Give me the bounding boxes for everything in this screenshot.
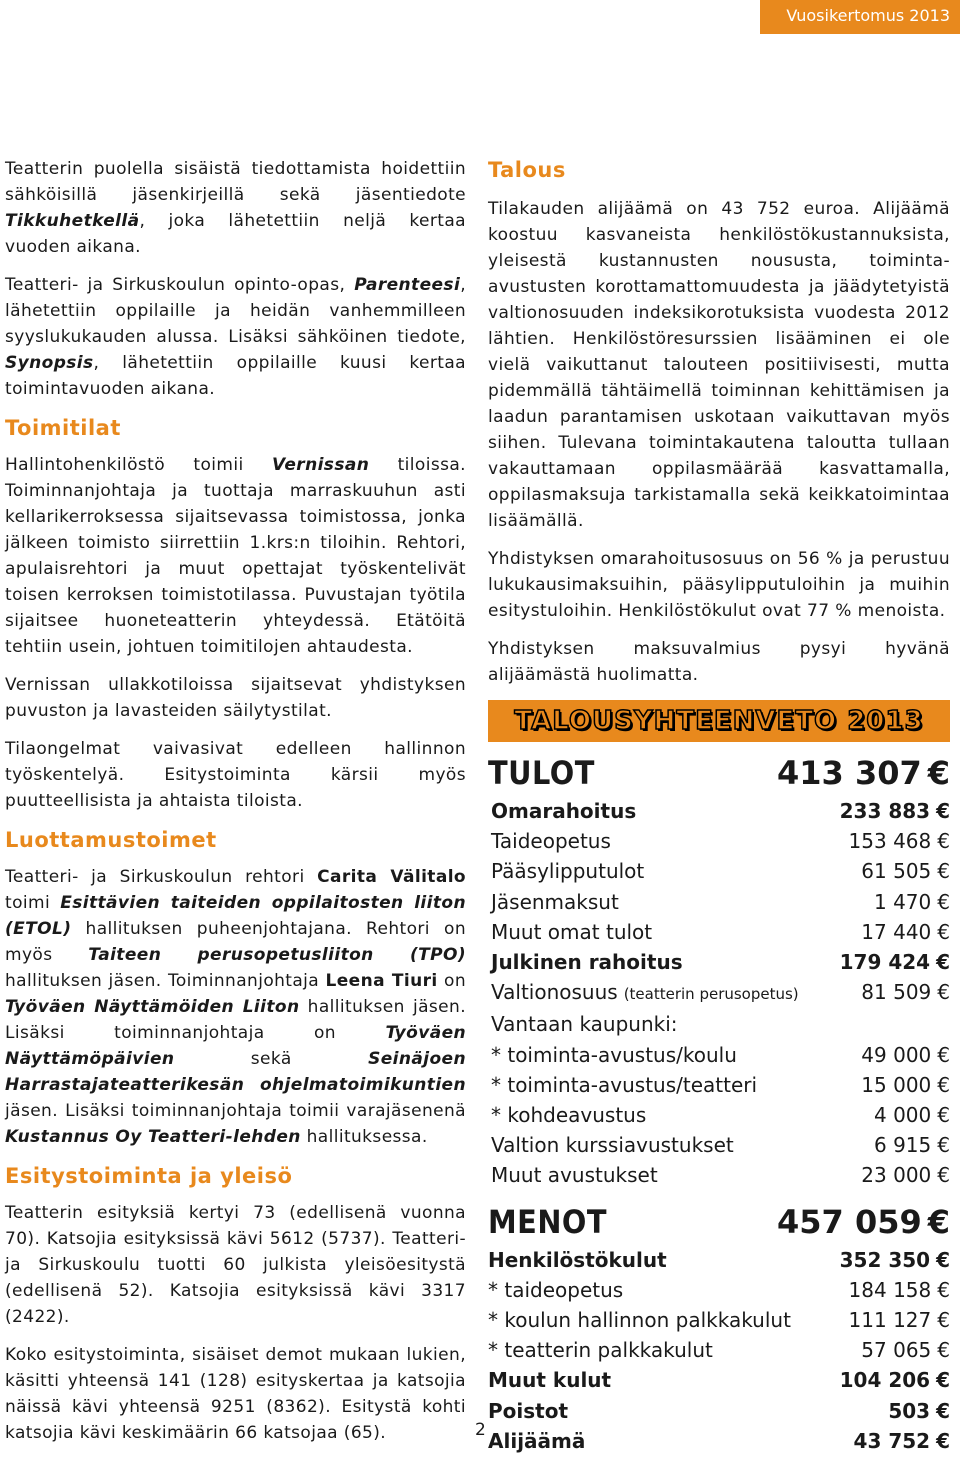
euro-sign: € (937, 1277, 950, 1302)
summary-row (488, 856, 950, 886)
euro-sign: € (937, 889, 950, 914)
text: hallituksen jäsen. Lisäksi toiminnanjohtaja on (5, 997, 467, 1043)
organisation-name: Esittävien taiteiden oppilaitosten liiton (ETOL) (5, 893, 466, 939)
summary-row-label (488, 1305, 791, 1335)
summary-row-amount (874, 887, 950, 917)
text: , lähetettiin oppilaille ja heidän vanhemmilleen syyslukukauden alussa. Lisäksi sähköinen tiedote, (5, 275, 466, 347)
euro-sign: € (936, 1247, 950, 1272)
row-amount-text: 233 883 (839, 799, 931, 823)
row-label-text: * toiminta-avustus/teatteri (491, 1072, 758, 1097)
summary-title: TALOUSYHTEENVETO 2013 (514, 706, 924, 736)
row-amount-text: 81 509 (861, 980, 932, 1005)
income-list (488, 796, 950, 1191)
summary-row-amount (861, 1040, 950, 1070)
summary-row (488, 1130, 950, 1160)
summary-row-amount (874, 1130, 950, 1160)
heading-toimitilat: Toimitilat (5, 416, 121, 440)
text: Teatteri- ja Sirkuskoulun opinto-opas, (5, 275, 355, 295)
text: toimi (5, 893, 61, 913)
running-header (760, 0, 960, 34)
paragraph-koko-esitystoiminta: Koko esitystoiminta, sisäiset demot mukaan lukien, käsitti yhteensä 141 (128) esityskertaa ja katsojia näissä kävi yhteensä 9251 (8362). Esitystä kohti katsojia kävi keskimäärin 66 katsojaa (65). (5, 1345, 466, 1443)
summary-row (488, 1305, 950, 1335)
paragraph-tilaongelmat: Tilaongelmat vaivasivat edelleen hallinnon työskentelyä. Esitystoiminta kärsii myös puutteellisista ja ahtaista tiloista. (5, 739, 466, 811)
place-name: Vernissan (272, 455, 370, 475)
income-total-row (488, 752, 950, 794)
summary-row-label (491, 856, 644, 886)
euro-sign: € (937, 1042, 950, 1067)
summary-row-label (491, 1130, 734, 1160)
row-label-text: Alijäämä (488, 1428, 586, 1453)
row-amount-text: 61 505 (861, 859, 932, 884)
paragraph-maksuvalmius: Yhdistyksen maksuvalmius pysyi hyvänä alijäämästä huolimatta. (488, 639, 950, 685)
row-amount-text: 17 440 (861, 919, 932, 944)
text: , lähetettiin oppilaille kuusi kertaa toimintavuoden aikana. (5, 353, 466, 399)
row-label-text: Valtion kurssiavustukset (491, 1133, 734, 1158)
summary-row-amount (849, 1305, 950, 1335)
summary-row (488, 796, 950, 826)
paragraph-omarahoitus: Yhdistyksen omarahoitusosuus on 56 % ja perustuu lukukausimaksuihin, pääsylipputuloihin ja muihin esitystuloihin. Henkilöstökulut ovat 77 % menoista. (488, 549, 950, 621)
summary-row-label (488, 1365, 611, 1395)
summary-title-banner (488, 700, 950, 742)
summary-row (488, 1070, 950, 1100)
paragraph-ullakko: Vernissan ullakkotiloissa sijaitsevat yhdistyksen puvuston ja lavasteiden säilytystilat. (5, 675, 466, 721)
text: hallituksessa. (300, 1127, 428, 1147)
summary-row (488, 826, 950, 856)
summary-row (488, 917, 950, 947)
euro-sign: € (937, 1308, 950, 1333)
euro-sign: € (936, 950, 950, 975)
summary-row (488, 947, 950, 977)
paragraph-alijaama: Tilakauden alijäämä on 43 752 euroa. Alijäämä koostuu kasvaneista henkilöstökustannuksista, yleisestä kustannusten noususta, toiminta-avustusten korottamattomuudesta ja jäädytetyistä valtionosuuden indeksikorotuksista vuodesta 2012 lähtien. Henkilöstöresurssien lisääminen ei ole vielä vaikuttanut talouteen positiivisesti, mutta pidemmällä tähtäimellä toiminnan kehittämisen ja laadun parantamisen uskotaan vaikuttavan myös siihen. Tulevana toimintakautena taloutta tullaan vakauttamaan oppilasmäärää kasvattamalla, oppilasmaksuja tarkistamalla sekä keikkatoimintaa lisäämällä. (488, 199, 950, 531)
summary-row-label (491, 1100, 646, 1130)
summary-row-label (491, 887, 619, 917)
row-amount-text: 111 127 (848, 1308, 932, 1333)
summary-row-amount (849, 1275, 950, 1305)
row-label-text: Omarahoitus (491, 799, 637, 823)
paragraph-toimitilat (5, 452, 466, 660)
heading-luottamustoimet: Luottamustoimet (5, 828, 217, 852)
page-number: 2 (475, 1420, 486, 1440)
euro-sign: € (936, 1398, 950, 1423)
summary-row (488, 1335, 950, 1365)
text: jäsen. Lisäksi toiminnanjohtaja toimii varajäsenenä (5, 1101, 466, 1121)
euro-sign: € (927, 1202, 950, 1241)
euro-sign: € (937, 829, 950, 854)
publication-name: Parenteesi (354, 275, 461, 295)
paragraph-luottamustoimet (5, 864, 466, 1150)
summary-row-label (488, 1275, 623, 1305)
row-label-text: * koulun hallinnon palkkakulut (488, 1308, 791, 1333)
summary-row-label (488, 1245, 667, 1275)
summary-row-label (491, 826, 611, 856)
income-total (777, 752, 950, 794)
text: Teatterin puolella sisäistä tiedottamista hoidettiin sähköisillä jäsenkirjeillä sekä jäsentiedote (5, 159, 466, 205)
row-label-text: Muut avustukset (491, 1163, 658, 1188)
summary-row-amount (888, 1396, 950, 1426)
row-label-text: Pääsylipputulot (491, 859, 645, 884)
text: hallituksen puheenjohtajana. Rehtori on myös (5, 919, 466, 965)
row-label-text: Muut omat tulot (491, 919, 653, 944)
row-amount-text: 15 000 (861, 1072, 932, 1097)
euro-sign: € (936, 1428, 950, 1453)
text: sekä (174, 1049, 369, 1069)
euro-sign: € (937, 859, 950, 884)
expenses-amount: 457 059 (777, 1202, 922, 1241)
summary-row (488, 1245, 950, 1275)
person-name: Leena Tiuri (325, 971, 438, 991)
summary-row-label (491, 796, 636, 826)
row-label-text: Henkilöstökulut (488, 1247, 667, 1272)
row-amount-text: 4 000 (874, 1103, 932, 1128)
summary-row-amount (840, 1365, 950, 1395)
row-label-text: * teatterin palkkakulut (488, 1338, 713, 1363)
row-note: (teatterin perusopetus) (623, 985, 799, 1004)
row-label-text: Poistot (488, 1398, 569, 1423)
summary-row-label (491, 947, 683, 977)
paragraph-tiedottaminen (5, 156, 466, 260)
row-amount-text: 6 915 (874, 1133, 932, 1158)
summary-row (488, 1365, 950, 1395)
text: hallituksen jäsen. Toiminnanjohtaja (5, 971, 326, 991)
summary-row-amount (840, 796, 950, 826)
summary-row (488, 1160, 950, 1190)
euro-sign: € (927, 754, 950, 792)
summary-row-amount (840, 1245, 950, 1275)
row-amount-text: 184 158 (848, 1277, 932, 1302)
euro-sign: € (937, 1338, 950, 1363)
row-amount-text: 43 752 (853, 1428, 931, 1453)
summary-row-amount (861, 917, 950, 947)
row-label-text: * taideopetus (488, 1277, 624, 1302)
text: tiloissa. Toiminnanjohtaja ja tuottaja marraskuuhun asti kellarikerroksessa sijaitsevassa toimistossa, jonka jälkeen toimisto siirrettiin 1.krs:n tiloihin. Rehtori, apulaisrehtori ja muut opettajat työskentelivät toisen kerroksen toimistotilassa. Puvustajan työtila sijaitsee huoneteatterin yhteydessä. Etätöitä tehtiin usein, johtuen toimitilojen ahtaudesta. (5, 455, 466, 657)
summary-row (488, 1396, 950, 1426)
row-amount-text: 503 (888, 1398, 931, 1423)
summary-row-amount (861, 856, 950, 886)
income-label: TULOT (488, 754, 595, 792)
row-label-text: Taideopetus (491, 829, 611, 854)
text: Teatteri- ja Sirkuskoulun rehtori (5, 867, 318, 887)
row-amount-text: 352 350 (839, 1247, 931, 1272)
summary-row-label (488, 1335, 713, 1365)
summary-row-label (491, 1009, 678, 1039)
left-column (5, 156, 466, 1458)
summary-row-label (488, 1396, 568, 1426)
euro-sign: € (936, 799, 950, 823)
summary-row-amount (874, 1100, 950, 1130)
row-label-text: Jäsenmaksut (491, 889, 619, 914)
summary-row (488, 1040, 950, 1070)
organisation-name: Työväen Näyttämöpäivien (5, 1023, 466, 1069)
summary-row (488, 1426, 950, 1456)
summary-row-amount (861, 1070, 950, 1100)
organisation-name: Seinäjoen Harrastajateatterikesän ohjelmatoimikuntien (5, 1049, 466, 1095)
organisation-name: Taiteen perusopetusliiton (TPO) (88, 945, 466, 965)
euro-sign: € (937, 919, 950, 944)
euro-sign: € (937, 1103, 950, 1128)
heading-talous: Talous (488, 158, 566, 182)
expenses-total (777, 1201, 950, 1243)
publication-name: Tikkuhetkellä (5, 211, 140, 231)
row-label-text: Muut kulut (488, 1368, 612, 1393)
publication-name: Synopsis (5, 353, 94, 373)
summary-row-label (491, 1160, 658, 1190)
row-amount-text: 23 000 (861, 1163, 932, 1188)
summary-row (488, 977, 950, 1009)
running-title: Vuosikertomus 2013 (786, 6, 950, 25)
summary-row (488, 1275, 950, 1305)
row-label-text: Julkinen rahoitus (491, 950, 683, 975)
summary-row-amount (861, 1160, 950, 1190)
expenses-label: MENOT (488, 1202, 608, 1241)
right-column (488, 156, 950, 1456)
summary-row (488, 887, 950, 917)
row-label-text: Vantaan kaupunki: (491, 1012, 678, 1037)
row-label-text: Valtionosuus (491, 980, 618, 1005)
text: on (437, 971, 466, 991)
summary-row (488, 1009, 950, 1039)
euro-sign: € (937, 980, 950, 1005)
row-label-text: * toiminta-avustus/koulu (491, 1042, 737, 1067)
organisation-name: Kustannus Oy Teatteri-lehden (5, 1127, 301, 1147)
row-amount-text: 57 065 (861, 1338, 932, 1363)
summary-row-label (491, 917, 652, 947)
organisation-name: Työväen Näyttämöiden Liiton (5, 997, 300, 1017)
row-label-text: * kohdeavustus (491, 1103, 647, 1128)
paragraph-opinto-opas (5, 272, 466, 402)
heading-esitystoiminta: Esitystoiminta ja yleisö (5, 1164, 293, 1188)
summary-row (488, 1100, 950, 1130)
row-amount-text: 104 206 (839, 1368, 931, 1393)
summary-row-amount (861, 1335, 950, 1365)
income-amount: 413 307 (777, 754, 922, 792)
row-amount-text: 49 000 (861, 1042, 932, 1067)
euro-sign: € (937, 1072, 950, 1097)
euro-sign: € (937, 1133, 950, 1158)
text: , joka lähetettiin neljä kertaa vuoden aikana. (5, 211, 466, 257)
summary-row-label (488, 1426, 585, 1456)
row-amount-text: 1 470 (874, 889, 932, 914)
summary-row-amount (840, 947, 950, 977)
row-amount-text: 179 424 (839, 950, 931, 975)
summary-row-amount (849, 826, 950, 856)
summary-row-label (491, 977, 799, 1009)
paragraph-esitykset: Teatterin esityksiä kertyi 73 (edellisenä vuonna 70). Katsojia esityksissä kävi 5612 (5737). Teatteri- ja Sirkuskoulu tuotti 60 julkista yleisöesitystä (edellisenä 52). Katsojia esityksissä kävi 3317 (2422). (5, 1203, 466, 1327)
expenses-total-row (488, 1201, 950, 1243)
expenses-list (488, 1245, 950, 1456)
summary-row-amount (854, 1426, 950, 1456)
euro-sign: € (937, 1163, 950, 1188)
person-name: Carita Välitalo (317, 867, 467, 887)
row-amount-text: 153 468 (848, 829, 932, 854)
text: Hallintohenkilöstö toimii (5, 455, 273, 475)
summary-row-amount (861, 977, 950, 1007)
summary-row-label (491, 1070, 757, 1100)
euro-sign: € (936, 1368, 950, 1393)
summary-row-label (491, 1040, 737, 1070)
